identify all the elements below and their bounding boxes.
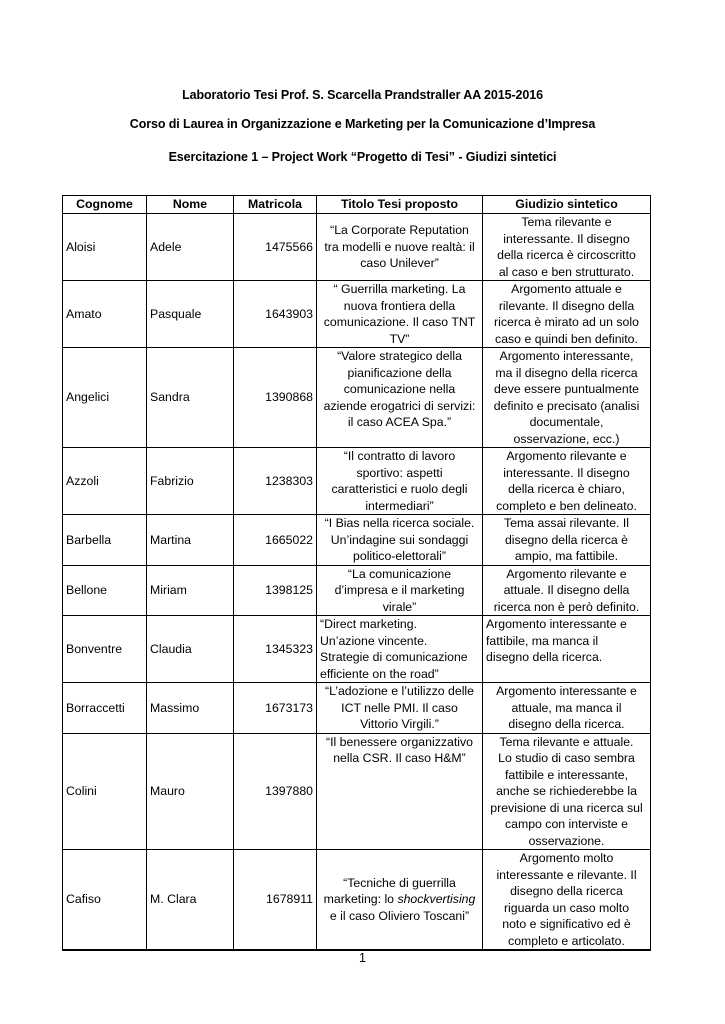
cell-matricola: 1345323 (234, 616, 317, 683)
titolo-line: Un’azione vincente. (320, 633, 428, 648)
cell-matricola: 1397880 (234, 733, 317, 850)
giudizio-line: osservazione, ecc.) (513, 431, 620, 446)
cell-giudizio (483, 348, 651, 448)
table-row (63, 683, 651, 734)
giudizio-line: Tema rilevante e attuale. (499, 734, 634, 749)
giudizio-line: della ricerca è chiaro, (508, 482, 625, 496)
cell-nome: Martina (147, 515, 234, 566)
evaluation-table (62, 195, 651, 951)
cell-matricola: 1238303 (234, 448, 317, 515)
titolo-fragment: marketing: lo (323, 892, 398, 907)
cell-nome: M. Clara (147, 850, 234, 951)
giudizio-line: ampio, ma fattibile. (514, 549, 619, 563)
giudizio-line: attuale. Il disegno della (503, 583, 630, 597)
cell-nome: Adele (147, 214, 234, 281)
cell-cognome: Borraccetti (63, 683, 147, 734)
column-header-matricola: Matricola (234, 196, 317, 214)
cell-nome: Mauro (147, 733, 234, 850)
cell-matricola: 1678911 (234, 850, 317, 951)
giudizio-line: disegno della ricerca (510, 884, 623, 898)
giudizio-line: noto e significativo ed è (502, 917, 631, 931)
cell-matricola: 1643903 (234, 281, 317, 348)
giudizio-line: interessante. Il disegno (503, 231, 630, 246)
giudizio-line: previsione di una ricerca sul (490, 800, 643, 815)
titolo-line: nella CSR. Il caso H&M” (333, 751, 466, 765)
table-row (63, 733, 651, 850)
titolo-line: virale” (382, 599, 417, 614)
titolo-line: intermediari” (365, 498, 434, 513)
titolo-line: “Il benessere organizzativo (326, 734, 473, 749)
cell-matricola: 1475566 (234, 214, 317, 281)
titolo-line: “La Corporate Reputation (330, 223, 469, 238)
giudizio-line: documentale, (529, 415, 604, 429)
giudizio-line: caso e quindi ben definito. (495, 331, 638, 346)
titolo-line: Vittorio Virgili.” (360, 717, 439, 731)
cell-giudizio (483, 565, 651, 616)
titolo-line: caso Unilever” (360, 256, 439, 271)
cell-titolo (317, 850, 483, 951)
cell-giudizio (483, 733, 651, 850)
giudizio-line: campo con interviste e (504, 817, 629, 831)
table-header-row (63, 196, 651, 214)
cell-nome: Miriam (147, 565, 234, 616)
giudizio-line: Argomento rilevante e (506, 566, 627, 581)
titolo-line: comunicazione nella (343, 382, 456, 396)
giudizio-line: fattibile, ma manca il (486, 633, 599, 648)
titolo-line: “Il contratto di lavoro (343, 449, 456, 463)
page-number: 1 (359, 951, 366, 965)
titolo-line: sportivo: aspetti (356, 465, 443, 480)
titolo-line: “La comunicazione (347, 566, 452, 581)
cell-cognome: Colini (63, 733, 147, 850)
giudizio-line: Argomento interessante, (499, 349, 634, 363)
table-row (63, 214, 651, 281)
cell-titolo (317, 448, 483, 515)
giudizio-line: ricerca non è però definito. (493, 599, 640, 614)
cell-nome: Sandra (147, 348, 234, 448)
titolo-line: il caso ACEA Spa.” (347, 415, 452, 429)
giudizio-line: attuale, ma manca il (511, 700, 622, 715)
cell-cognome: Azzoli (63, 448, 147, 515)
column-header-cognome: Cognome (63, 196, 147, 214)
cell-cognome: Amato (63, 281, 147, 348)
cell-nome: Pasquale (147, 281, 234, 348)
titolo-line: “I Bias nella ricerca sociale. (324, 516, 475, 530)
titolo-line: e il caso Oliviero Toscani” (329, 908, 470, 923)
column-header-giudizio: Giudizio sintetico (483, 196, 651, 214)
titolo-line: “L’adozione e l’utilizzo delle (324, 684, 475, 698)
titolo-line: nuova frontiera della (343, 298, 456, 313)
document-title: Laboratorio Tesi Prof. S. Scarcella Prandstraller AA 2015-2016 (182, 88, 543, 102)
cell-titolo (317, 281, 483, 348)
cell-giudizio (483, 281, 651, 348)
cell-titolo (317, 616, 483, 683)
cell-titolo (317, 733, 483, 850)
column-header-nome: Nome (147, 196, 234, 214)
giudizio-line: interessante. Il disegno (503, 465, 630, 480)
giudizio-line: definito e precisato (analisi (493, 398, 640, 413)
titolo-italic-term: shockvertising (397, 892, 476, 907)
giudizio-line: osservazione. (528, 833, 605, 848)
cell-matricola: 1390868 (234, 348, 317, 448)
cell-cognome: Bellone (63, 565, 147, 616)
cell-titolo (317, 214, 483, 281)
cell-titolo (317, 565, 483, 616)
giudizio-line: della ricerca è circoscritto (497, 248, 636, 262)
cell-giudizio (483, 683, 651, 734)
cell-cognome: Barbella (63, 515, 147, 566)
giudizio-line: Tema assai rilevante. Il (503, 516, 630, 530)
titolo-line: TV” (389, 331, 410, 346)
column-header-titolo: Titolo Tesi proposto (317, 196, 483, 214)
titolo-line (320, 891, 479, 908)
giudizio-line: Argomento molto (519, 851, 614, 865)
titolo-line: “Valore strategico della (337, 349, 462, 363)
cell-cognome: Bonventre (63, 616, 147, 683)
giudizio-line: disegno della ricerca. (486, 650, 603, 664)
cell-matricola: 1665022 (234, 515, 317, 566)
giudizio-line: Argomento rilevante e (506, 449, 627, 463)
table-row (63, 850, 651, 951)
titolo-line: “Direct marketing. (320, 617, 418, 631)
titolo-line: comunicazione. Il caso TNT (323, 315, 476, 329)
titolo-line: Strategie di comunicazione (320, 650, 468, 664)
cell-titolo (317, 683, 483, 734)
giudizio-line: Argomento interessante e (486, 617, 627, 631)
cell-cognome: Cafiso (63, 850, 147, 951)
giudizio-line: anche se richiederebbe la (496, 784, 637, 798)
titolo-line: Un’indagine sui sondaggi (330, 532, 469, 547)
giudizio-line: Argomento attuale e (511, 282, 622, 296)
exercise-title: Esercitazione 1 – Project Work “Progetto di Tesi” - Giudizi sintetici (168, 150, 557, 164)
cell-giudizio (483, 515, 651, 566)
table-row (63, 565, 651, 616)
giudizio-line: ma il disegno della ricerca (495, 365, 638, 380)
titolo-line: politico-elettorali” (353, 549, 446, 563)
cell-nome: Fabrizio (147, 448, 234, 515)
cell-giudizio (483, 448, 651, 515)
cell-nome: Massimo (147, 683, 234, 734)
giudizio-line: riguarda un caso molto (503, 900, 630, 915)
giudizio-line: completo e ben delineato. (496, 498, 637, 513)
table-row (63, 348, 651, 448)
cell-titolo (317, 515, 483, 566)
cell-cognome: Angelici (63, 348, 147, 448)
giudizio-line: Tema rilevante e (521, 215, 612, 229)
cell-giudizio (483, 616, 651, 683)
giudizio-line: completo e articolato. (508, 933, 625, 948)
titolo-line: “Tecniche di guerrilla (343, 875, 456, 890)
table-row (63, 281, 651, 348)
table-row (63, 616, 651, 683)
course-title: Corso di Laurea in Organizzazione e Marketing per la Comunicazione d’Impresa (129, 117, 596, 131)
giudizio-line: deve essere puntualmente (494, 382, 639, 396)
titolo-line: caratteristici e ruolo degli (331, 482, 468, 496)
giudizio-line: disegno della ricerca. (508, 717, 625, 731)
titolo-line: efficiente on the road” (320, 666, 439, 681)
cell-giudizio (483, 850, 651, 951)
titolo-line: d’impresa e il marketing (334, 583, 465, 597)
cell-titolo (317, 348, 483, 448)
titolo-line: ICT nelle PMI. Il caso (341, 700, 458, 715)
giudizio-line: interessante e rilevante. Il (496, 867, 637, 882)
titolo-line: aziende erogatrici di servizi: (323, 398, 476, 413)
cell-cognome: Aloisi (63, 214, 147, 281)
giudizio-line: fattibile e interessante, (504, 767, 629, 782)
cell-matricola: 1398125 (234, 565, 317, 616)
giudizio-line: al caso e ben strutturato. (498, 264, 635, 279)
cell-nome: Claudia (147, 616, 234, 683)
table-row (63, 515, 651, 566)
table-row (63, 448, 651, 515)
giudizio-line: rilevante. Il disegno della (498, 298, 635, 313)
titolo-line: pianificazione della (347, 365, 452, 380)
giudizio-line: Argomento interessante e (496, 684, 637, 698)
giudizio-line: ricerca è mirato ad un solo (494, 315, 639, 329)
cell-giudizio (483, 214, 651, 281)
titolo-line: “ Guerrilla marketing. La (333, 282, 466, 296)
giudizio-line: disegno della ricerca è (504, 532, 629, 547)
giudizio-line: Lo studio di caso sembra (498, 751, 635, 765)
titolo-line: tra modelli e nuove realtà: il (324, 239, 475, 254)
cell-matricola: 1673173 (234, 683, 317, 734)
